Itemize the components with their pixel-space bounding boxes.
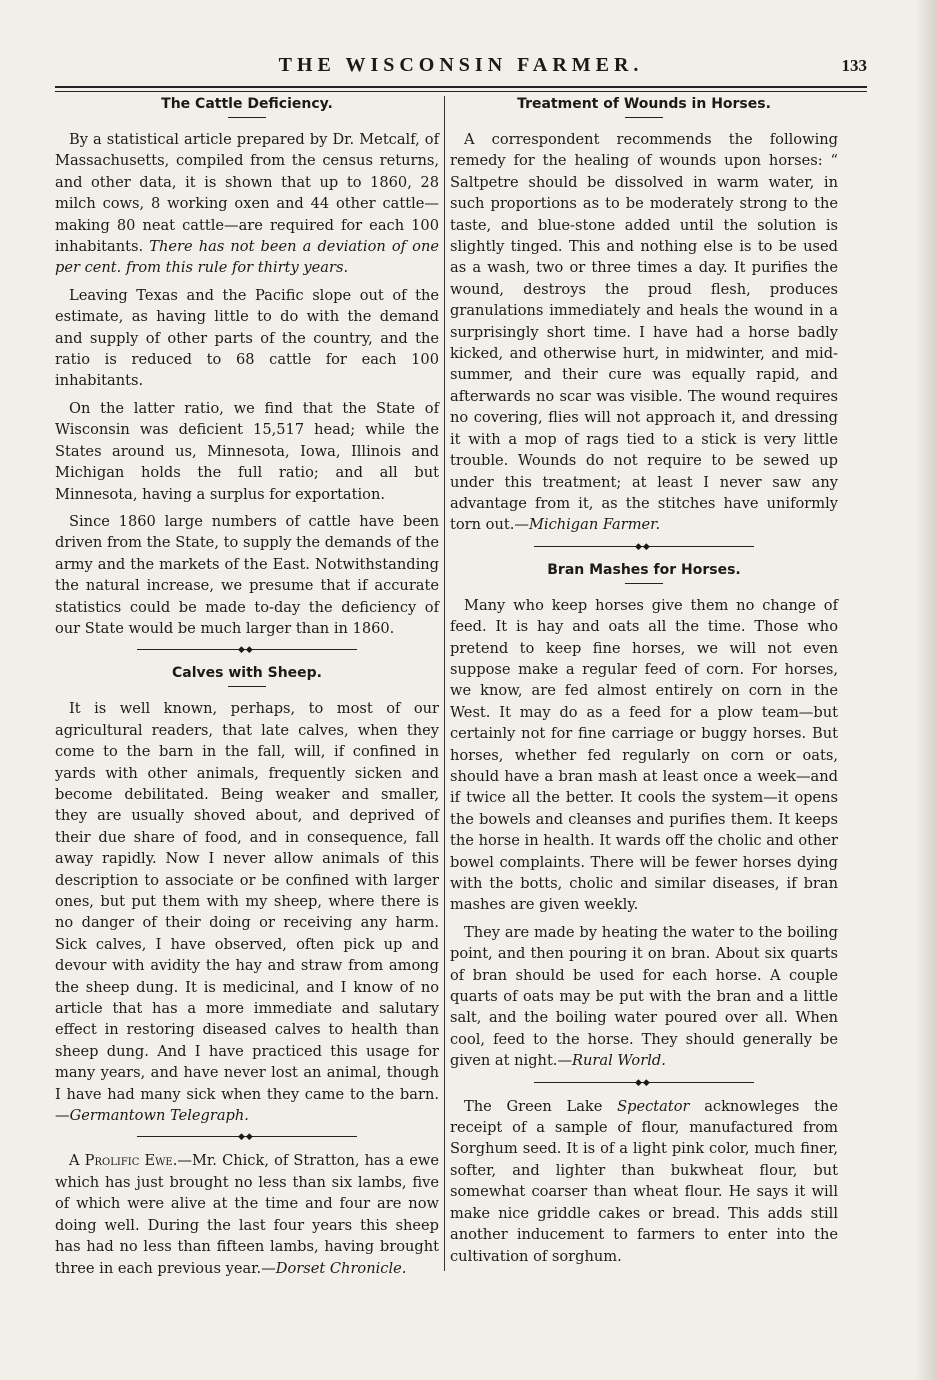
- cattle-paragraph-1: [55, 129, 439, 279]
- masthead-title: THE WISCONSIN FARMER.: [278, 54, 644, 76]
- cattle-p1-italic: There has not been a deviation of one per cent. from this rule for thirty years.: [55, 238, 439, 277]
- title-underline: [625, 583, 663, 584]
- calves-paragraph-1: [55, 698, 439, 1126]
- calves-article-title: Calves with Sheep.: [172, 665, 322, 682]
- bran-source: Rural World.: [572, 1052, 666, 1070]
- title-underline: [228, 686, 266, 687]
- ewe-source: Dorset Chronicle.: [275, 1259, 407, 1277]
- bran-p2-text: They are made by heating the water to the boiling point, and then pouring it on bran. About six quarts of bran should be used for each horse. A couple quarts of oats may be put with the bran and a little salt, and the boiling water poured over all. When cool, feed to the horse. They should generally be given at night.—: [450, 923, 838, 1070]
- bran-paragraph-2: [450, 922, 838, 1072]
- ewe-text: —Mr. Chick, of Stratton, has a ewe which has just brought no less than six lambs, five of which were alive at the time and four are now doing well. During the last four years this sheep has had no less than fifteen lambs, having brought three in each previous year.—: [55, 1152, 439, 1277]
- page-edge-shadow: [915, 0, 937, 1380]
- cattle-p1-text: By a statistical article prepared by Dr. Metcalf, of Massachusetts, compiled from the census returns, and other data, it is shown that up to 1860, 28 milch cows, 8 working oxen and 44 other cattle—making 80 neat cattle—are required for each 100 inhabitants.: [55, 131, 439, 256]
- cattle-article-title: The Cattle Deficiency.: [161, 96, 333, 112]
- calves-p1-text: It is well known, perhaps, to most of our agricultural readers, that late calves, when they come to the barn in the fall, will, if confined in yards with other animals, frequently sicken and become debilitated. Being weaker and smaller, they are usually shoved about, and deprived of their due share of food, and in consequence, fall away rapidly. Now I never allow animals of this description to associate or be confined with larger ones, but put them with my sheep, where there is no danger of their doing or receiving any harm. Sick calves, I have observed, often pick up and devour with avidity the hay and straw from among the sheep dung. It is medicinal, and I know of no article that has a more immediate and salutary effect in restoring diseased calves to health than sheep dung. And I have practiced this usage for many years, and have never lost an animal, though I have had many sick when they came to the barn.—: [55, 700, 439, 1125]
- masthead: [55, 50, 867, 80]
- ewe-lead: A Prolific Ewe.: [69, 1152, 178, 1170]
- greenlake-text-1: The Green Lake: [464, 1097, 618, 1115]
- cattle-paragraph-2: Leaving Texas and the Pacific slope out of the estimate, as having little to do with the demand and supply of other parts of the country, and the ratio is reduced to 68 cattle for each 100 inhabitants.: [55, 286, 439, 390]
- bran-paragraph-1: Many who keep horses give them no change of feed. It is hay and oats all the time. Those who pretend to keep fine horses, we will not even suppose make a regular feed of corn. For horses, we know, are fed almost entirely on corn in the West. It may do as a feed for a plow team—but certainly not for fine carriage or buggy horses. But horses, whether fed regularly on corn or oats, should have a bran mash at least once a week—and if twice all the better. It cools the system—it opens the bowels and cleanses and purifies them. It keeps the horse in health. It wards off the cholic and other bowel complaints. There will be fewer horses dying with the botts, cholic and similar diseases, if bran mashes are given weekly.: [450, 596, 838, 914]
- header-rule-thin: [55, 91, 867, 92]
- ewe-paragraph: [55, 1150, 439, 1278]
- wounds-source: Michigan Farmer.: [528, 516, 661, 534]
- article-divider: ◆◆: [137, 1136, 357, 1138]
- cattle-paragraph-3: On the latter ratio, we find that the State of Wisconsin was deficient 15,517 head; while the States around us, Minnesota, Iowa, Illinois and Michigan holds the full ratio; and all but Minnesota, having a surplus for exportation.: [55, 399, 439, 503]
- calves-source: Germantown Telegraph.: [69, 1107, 249, 1125]
- greenlake-paragraph: [450, 1096, 838, 1267]
- left-column: [55, 94, 439, 1285]
- wounds-paragraph-1: [450, 129, 838, 536]
- bran-article-title: Bran Mashes for Horses.: [547, 561, 741, 578]
- cattle-paragraph-4: Since 1860 large numbers of cattle have been driven from the State, to supply the demands of the army and the markets of the East. Notwithstanding the natural increase, we presume that if accurate statistics could be made to-day the deficiency of our State would be much larger than in 1860.: [55, 512, 439, 637]
- greenlake-spectator: Spectator: [617, 1097, 690, 1115]
- article-divider: ◆◆: [534, 546, 754, 548]
- article-divider: ◆◆: [137, 649, 357, 651]
- right-column: [450, 94, 838, 1273]
- title-underline: [228, 117, 266, 118]
- greenlake-text-2: acknowleges the receipt of a sample of flour, manufactured from Sorghum seed. It is of a light pink color, much finer, softer, and lighter than bukwheat flour, but somewhat coarser than wheat flour. He says it will make nice griddle cakes or bread. This adds still another inducement to farmers to enter into the cultivation of sorghum.: [450, 1097, 838, 1265]
- wounds-p1-text: A correspondent recommends the following remedy for the healing of wounds upon horses: “ Saltpetre should be dissolved in warm water, in such proportions as to be moderately strong to the taste, and blue-stone added until the solution is slightly tinged. This and nothing else is to be used as a wash, two or three times a day. It purifies the wound, destroys the proud flesh, produces granulations immediately and heals the wound in a surprisingly short time. I have had a horse badly kicked, and otherwise hurt, in midwinter, and mid-summer, and their cure was equally rapid, and afterwards no scar was visible. The wound requires no covering, flies will not approach it, and dressing it with a mop of rags tied to a stick is very little trouble. Wounds do not require to be sewed up under this treatment; at least I never saw any advantage from it, as the stitches have uniformly torn out.—: [450, 131, 838, 534]
- column-separator: [444, 96, 445, 1271]
- wounds-article-title: Treatment of Wounds in Horses.: [517, 96, 771, 112]
- article-divider: ◆◆: [534, 1082, 754, 1084]
- title-underline: [625, 117, 663, 118]
- header-rule: [55, 86, 867, 88]
- page-number: 133: [841, 56, 867, 75]
